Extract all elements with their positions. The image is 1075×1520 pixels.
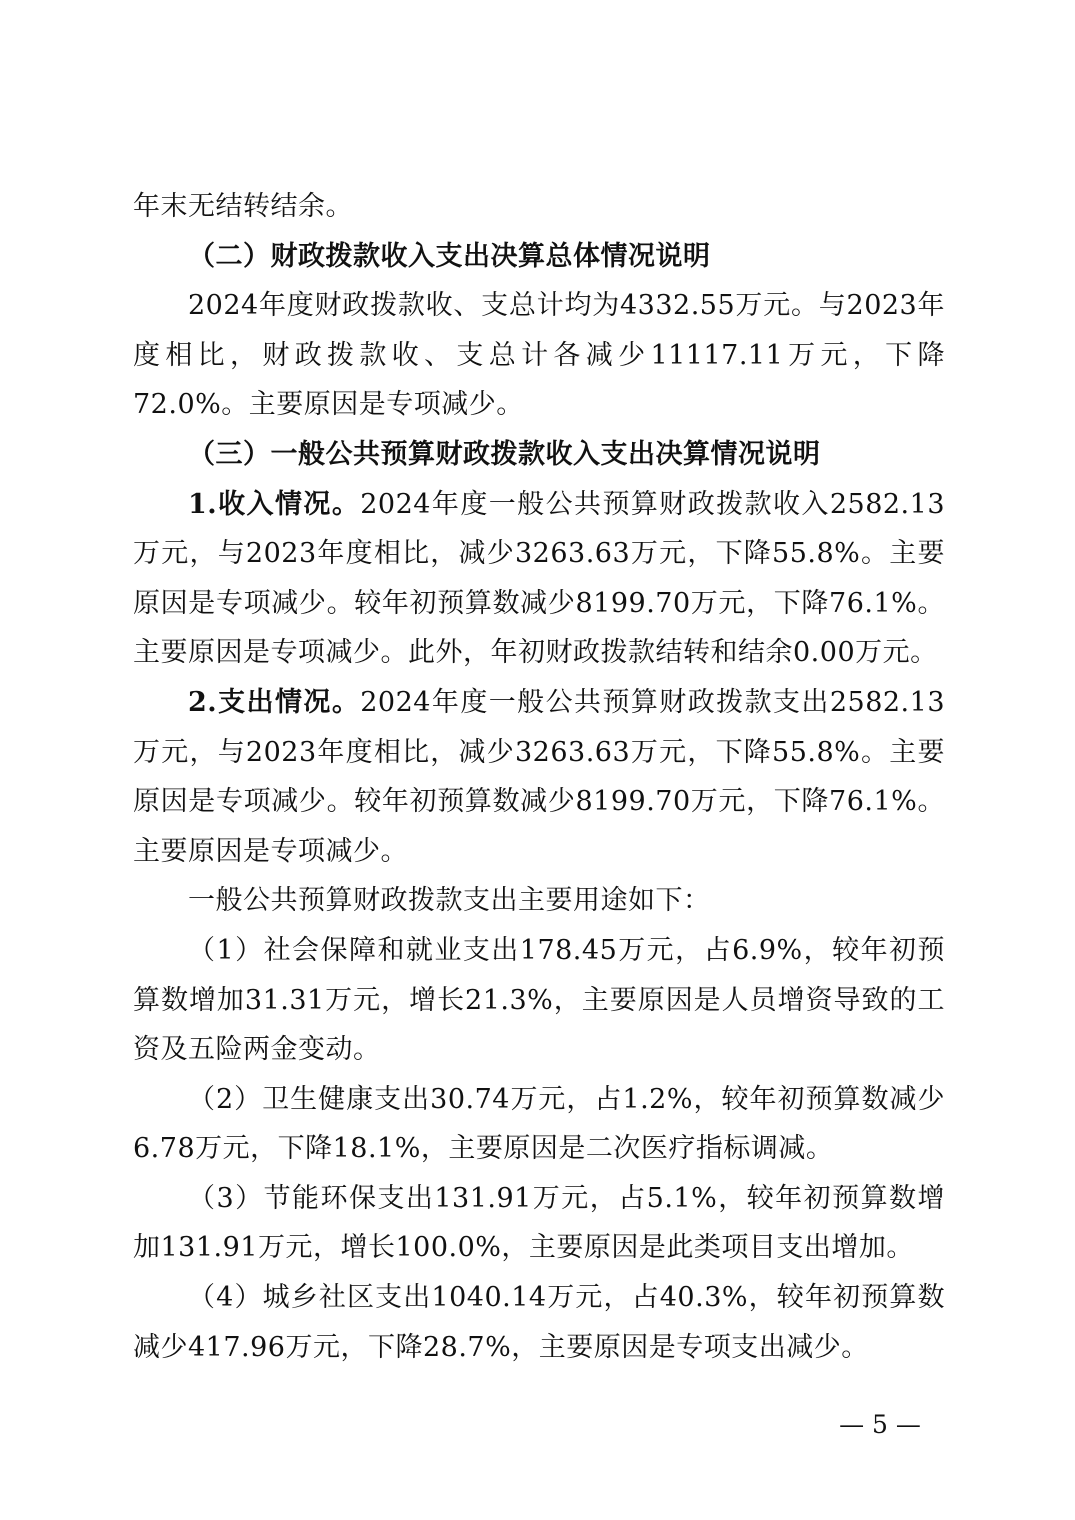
paragraph-income — [133, 480, 945, 678]
page-number: — 5 — — [839, 1410, 921, 1439]
section-heading-3: （三）一般公共预算财政拨款收入支出决算情况说明 — [188, 438, 821, 470]
paragraph-total-summary: 2024年度财政拨款收、支总计均为4332.55万元。与2023年度相比，财政拨款收、支总计各减少11117.11万元，下降72.0%。主要原因是专项减少。 — [133, 290, 945, 421]
section-heading-2: （二）财政拨款收入支出决算总体情况说明 — [188, 240, 711, 272]
expense-lead: 2.支出情况。 — [188, 686, 361, 718]
list-item-urban-rural: （4）城乡社区支出1040.14万元，占40.3%，较年初预算数减少417.96万元，下降28.7%，主要原因是专项支出减少。 — [133, 1282, 945, 1363]
paragraph-carryover: 年末无结转结余。 — [133, 191, 353, 222]
document-body — [133, 182, 945, 1372]
list-item-social-security: （1）社会保障和就业支出178.45万元，占6.9%，较年初预算数增加31.31万元，增长21.3%，主要原因是人员增资导致的工资及五险两金变动。 — [133, 934, 945, 1066]
income-text: 2024年度一般公共预算财政拨款收入2582.13万元，与2023年度相比，减少3263.63万元，下降55.8%。主要原因是专项减少。较年初预算数减少8199.70万元，下降76.1%。主要原因是专项减少。此外，年初财政拨款结转和结余0.00万元。 — [133, 488, 945, 669]
list-item-health: （2）卫生健康支出30.74万元，占1.2%，较年初预算数减少6.78万元，下降18.1%，主要原因是二次医疗指标调减。 — [133, 1083, 945, 1165]
income-lead: 1.收入情况。 — [188, 488, 361, 520]
paragraph-uses-intro: 一般公共预算财政拨款支出主要用途如下： — [188, 885, 711, 917]
expense-text: 2024年度一般公共预算财政拨款支出2582.13万元，与2023年度相比，减少3263.63万元，下降55.8%。主要原因是专项减少。较年初预算数减少8199.70万元，下降76.1%。主要原因是专项减少。 — [133, 686, 945, 867]
list-item-energy-environment: （3）节能环保支出131.91万元，占5.1%，较年初预算数增加131.91万元，增长100.0%，主要原因是此类项目支出增加。 — [133, 1182, 945, 1264]
paragraph-expense — [133, 678, 945, 876]
